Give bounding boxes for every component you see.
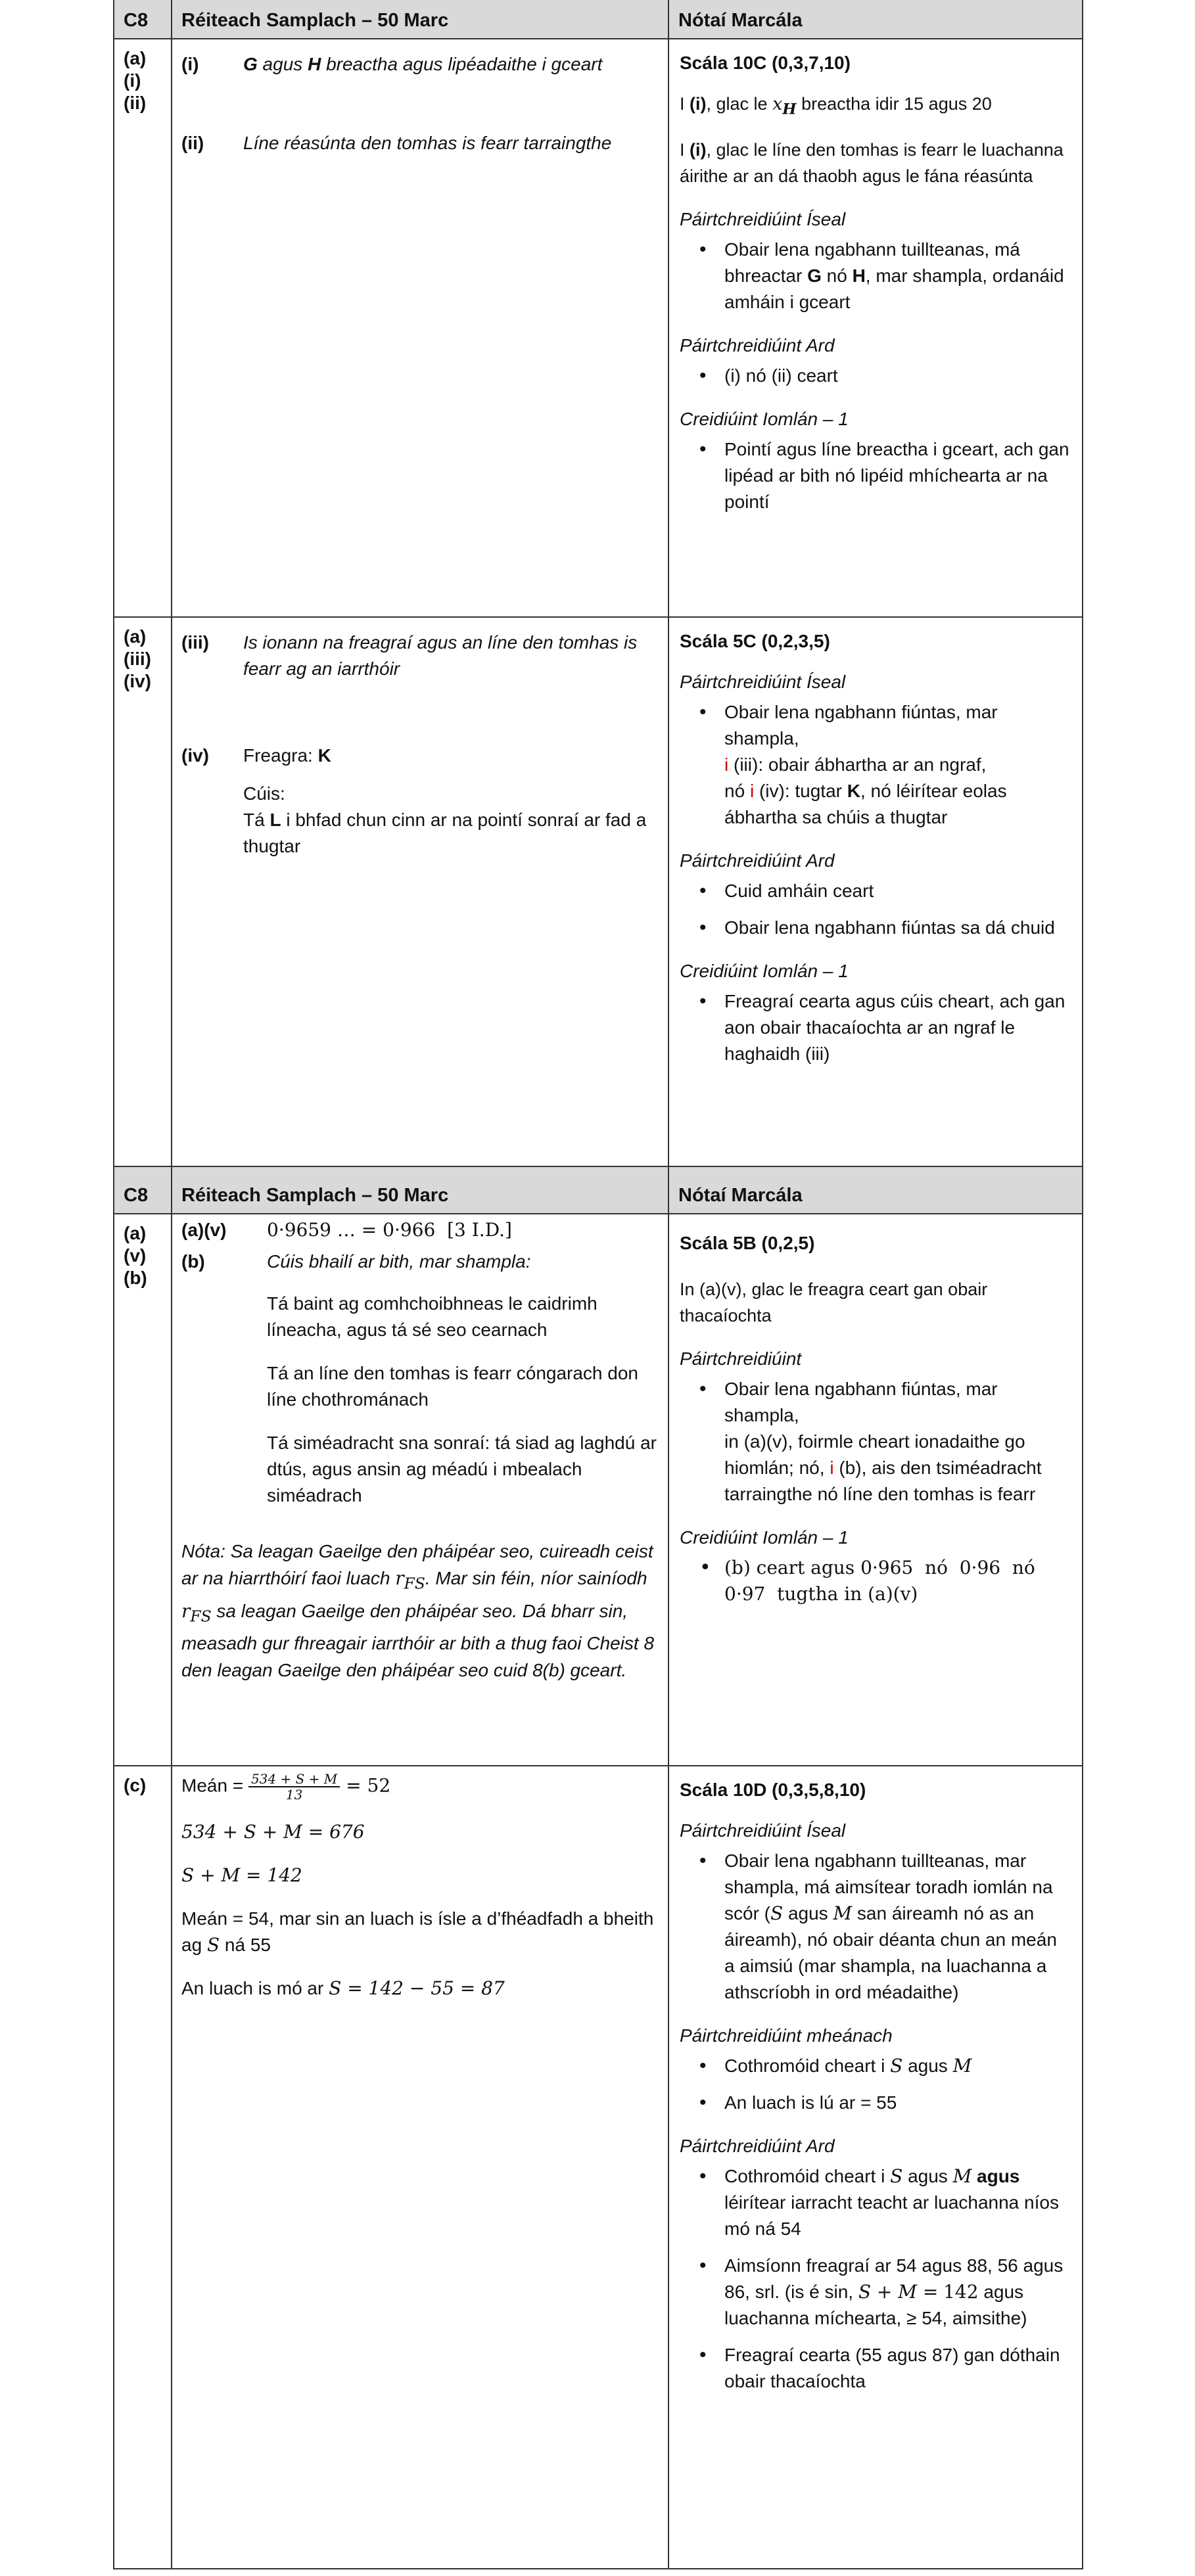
math: 142 [943,2281,979,2303]
scale-label: Scála 10D (0,3,5,8,10) [680,1780,866,1800]
text: agus [783,1903,833,1923]
text: K [317,745,331,766]
solution-part-ii [181,130,659,156]
solution-text [181,1906,659,1958]
notes-cell [668,1214,1083,1766]
text: i [830,1458,834,1478]
solution-part-b [181,1249,659,1275]
scale-label: Scála 5C (0,2,3,5) [680,631,830,651]
list-item [724,237,1071,315]
text: Cothromóid cheart i [724,2056,891,2076]
point-h: H [308,54,321,74]
qlabel: (c) [124,1775,147,1795]
qlabel: (ii) [124,93,147,113]
note-text: In (a)(v), glac le freagra ceart gan obair thacaíochta [680,1279,988,1325]
math: FS [404,1574,425,1593]
text: nó [821,265,853,287]
credit-title: Páirtchreidiúint Íseal [680,672,846,692]
text: (i) [690,140,707,160]
text: breactha agus lipéadaithe i gceart [321,54,603,74]
question-label [114,1214,172,1766]
header-notes: Nótaí Marcála [668,0,1083,39]
qlabel: (a) [124,626,147,647]
text: san áireamh nó as an áireamh), nó obair déanta chun an meán a aimsiú (mar shampla, na luachanna a athscríobh in ord méadaithe) [724,1903,1057,2002]
text: (i) [690,94,707,114]
math: S + M = [858,2281,939,2303]
text: , glac le líne den tomhas is fearr le luachanna áirithe ar an dá thaobh agus le fána réasúnta [680,140,1064,187]
credit-list [680,878,1071,941]
text: , mar shampla, ordanáid amháin i gceart [724,265,1064,313]
math: r [181,1599,191,1622]
list-item [724,2163,1071,2242]
part-label: (i) [181,54,199,74]
header-solution: Réiteach Samplach – 50 Marc [172,0,668,39]
point-g: G [243,54,258,74]
list-item [724,1848,1071,2006]
text: i [724,754,729,775]
text: 534 + S + M [248,1772,340,1787]
text: i [749,781,755,801]
math: [3 I.D.] [435,1219,512,1241]
text: , glac le [706,94,773,114]
text: Obair lena ngabhann tuillteanas, má bhreactar [724,239,1020,287]
reasons-list [181,1291,659,1509]
text: Nóta: Sa leagan Gaeilge den pháipéar seo, cuireadh ceist ar na hiarrthóirí faoi luach [181,1541,653,1588]
qlabel: (i) [124,70,141,91]
text: I [680,140,690,160]
header-solution: Réiteach Samplach – 50 Marc [172,1166,668,1214]
qlabel: (iii) [124,649,151,669]
equation-line: 534 + S + M = 676 [181,1821,365,1843]
credit-list [680,436,1071,515]
text: K [847,781,860,801]
text: Freagra: [243,745,318,766]
part-text: Líne réasúnta den tomhas is fearr tarraingthe [243,133,612,153]
reason-block [181,781,659,860]
row-a-v-b [114,1214,1083,1766]
list-item [724,1376,1071,1507]
credit-title: Páirtchreidiúint Ard [680,2136,835,2156]
math: r [395,1567,404,1589]
math: M [952,2055,972,2077]
qlabel: (iv) [124,671,151,691]
part-text: Is ionann na freagraí agus an líne den tomhas is fearr ag an iarrthóir [243,632,638,679]
math: = 52 [340,1774,391,1797]
marking-scheme-page [113,0,1082,2569]
notes-cell [668,39,1083,617]
text: (b), ais den tsiméadracht tarraingthe nó líne den tomhas is fearr [724,1458,1042,1504]
credit-title: Páirtchreidiúint [680,1348,802,1369]
credit-title: Páirtchreidiúint mheánach [680,2025,893,2046]
text: G [807,265,822,287]
text: agus [257,54,308,74]
text [267,1217,659,1243]
text: (iv): tugtar [754,781,847,801]
part-label: (ii) [181,133,204,153]
part-label: (a)(v) [181,1220,227,1240]
text: Obair lena ngabhann tuillteanas, mar shampla, má aimsítear toradh iomlán na scór ( [724,1851,1053,1923]
qlabel: (a) [124,48,147,68]
text: Cothromóid cheart i [724,2166,891,2186]
math: S [890,2165,903,2187]
credit-list [680,1848,1071,2006]
note-text [680,137,1071,189]
text [724,1429,1071,1507]
equation-line: S + M = 142 [181,1864,302,1886]
math: S [206,1934,220,1956]
marking-scheme-table [113,0,1083,2569]
text: Cúis: [243,783,285,804]
text: nó [724,781,750,801]
text: Meán = [181,1775,248,1796]
credit-list [680,2053,1071,2116]
text: ná 55 [220,1935,271,1955]
credit-title: Creidiúint Iomlán – 1 [680,409,849,430]
solution-cell [172,1766,668,2569]
question-label [114,1766,172,2569]
math: S = 142 − 55 = 87 [329,1977,505,1999]
text: in (a)(v), foirmle cheart ionadaithe go hiomlán; nó, [724,1431,1025,1478]
part-label: (iii) [181,632,209,653]
text: • Obair lena ngabhann fiúntas, mar shampla, [724,702,998,748]
text: i bhfad chun cinn ar na pointí sonraí ar fad a thugtar [243,810,647,856]
text: léirítear iarracht teacht ar luachanna níos mó ná 54 [724,2192,1059,2239]
question-label [114,39,172,617]
credit-title: Páirtchreidiúint Ard [680,850,835,871]
notes-cell [668,617,1083,1166]
text: agus [902,2056,953,2076]
row-a-iii-iv [114,617,1083,1166]
reason-item: Tá an líne den tomhas is fearr cóngarach don líne chothrománach [267,1363,639,1410]
text [243,807,659,860]
mean-equation [181,1772,659,1802]
math: S [770,1902,784,1924]
part-text: Cúis bhailí ar bith, mar shampla: [267,1251,531,1272]
list-item: • Cuid amháin ceart [724,878,1071,904]
text: 13 [285,1787,303,1803]
header-question: C8 [114,0,172,39]
part-label: (iv) [181,745,209,766]
list-item: • (b) ceart agus 0·965 nó 0·96 nó 0·97 tugtha in (a)(v) [724,1555,1071,1607]
math: H [782,101,797,118]
text: • Obair lena ngabhann fiúntas, mar shampla, [724,1379,998,1425]
text: , nó léirítear eolas ábhartha sa chúis a thugtar [724,781,1007,827]
list-item: • (i) nó (ii) ceart [724,363,1071,389]
math: x [772,94,783,114]
math: 0·9659 … = 0·966 [267,1219,436,1241]
qlabel: (b) [124,1268,147,1288]
list-item [724,2053,1071,2079]
credit-title: Creidiúint Iomlán – 1 [680,961,849,981]
list-item [724,2253,1071,2332]
text: agus luachanna míchearta, ≥ 54, aimsithe) [724,2282,1027,2328]
solution-part-iv [181,743,659,769]
text: agus [902,2166,953,2186]
text [724,752,1071,778]
credit-list [680,1555,1071,1607]
credit-list [680,988,1071,1067]
list-item [724,699,1071,831]
note-text [680,91,1071,122]
solution-text [181,1975,659,2002]
table-header [114,0,1083,39]
math: M [952,2165,972,2187]
credit-list [680,2163,1071,2395]
list-item: • Pointí agus líne breactha i gceart, ach gan lipéad ar bith nó lipéid mhíchearta ar na pointí [724,436,1071,515]
math: FS [190,1607,212,1626]
solution-cell [172,617,668,1166]
text [724,778,1071,831]
scale-label: Scála 5B (0,2,5) [680,1233,815,1253]
credit-title: Páirtchreidiúint Ard [680,335,835,356]
text: An luach is mó ar [181,1978,329,1998]
text: H [852,265,866,287]
solution-part-a-v [181,1217,659,1243]
credit-title: Creidiúint Iomlán – 1 [680,1527,849,1548]
reason-item: Tá siméadracht sna sonraí: tá siad ag laghdú ar dtús, agus ansin ag méadú i mbealach siméadrach [267,1433,657,1506]
solution-cell [172,1214,668,1766]
list-item: • Obair lena ngabhann fiúntas sa dá chuid [724,915,1071,941]
qlabel: (v) [124,1245,147,1266]
row-c [114,1766,1083,2569]
reason-item: Tá baint ag comhchoibhneas le caidrimh líneacha, agus tá sé seo cearnach [267,1293,598,1340]
credit-title: Páirtchreidiúint Íseal [680,1820,846,1841]
text: . Mar sin féin, níor sainíodh [425,1568,647,1588]
math: M [833,1902,853,1924]
text [243,743,659,769]
text: Aimsíonn freagraí ar 54 agus 88, 56 agus 86, srl. (is é sin, [724,2255,1064,2302]
credit-list [680,699,1071,831]
text: sa leagan Gaeilge den pháipéar seo. Dá bharr sin, measadh gur fhreagair iarrthóir ar bith a thug faoi Cheist 8 den leagan Gaeilge den pháipéar seo cuid 8(b) gceart. [181,1600,655,1681]
list-item: • An luach is lú ar = 55 [724,2090,1071,2116]
credit-list [680,363,1071,389]
math: S [890,2055,903,2077]
list-item: • Freagraí cearta agus cúis cheart, ach gan aon obair thacaíochta ar an ngraf le haghaidh (iii) [724,988,1071,1067]
list-item: • Freagraí cearta (55 agus 87) gan dóthain obair thacaíochta [724,2342,1071,2395]
text: agus [972,2166,1020,2186]
text: L [269,810,281,830]
text: Meán = 54, mar sin an luach is ísle a d’fhéadfadh a bheith ag [181,1908,654,1955]
header-notes: Nótaí Marcála [668,1166,1083,1214]
header-question: C8 [114,1166,172,1214]
part-label: (b) [181,1251,205,1272]
solution-cell [172,39,668,617]
scale-label: Scála 10C (0,3,7,10) [680,53,851,73]
credit-list [680,1376,1071,1507]
credit-list [680,237,1071,315]
text: Tá [243,810,270,830]
solution-part-iii [181,630,659,682]
table-header [114,1166,1083,1214]
notes-cell [668,1766,1083,2569]
text: (iii): obair ábhartha ar an ngraf, [728,754,987,775]
solution-part-i [181,51,659,78]
mean-fraction [248,1772,340,1802]
nota-block [181,1538,659,1684]
question-label [114,617,172,1166]
credit-title: Páirtchreidiúint Íseal [680,209,846,230]
text: I [680,94,690,114]
row-a-i-ii [114,39,1083,617]
text: breactha idir 15 agus 20 [796,94,992,114]
qlabel: (a) [124,1223,147,1243]
